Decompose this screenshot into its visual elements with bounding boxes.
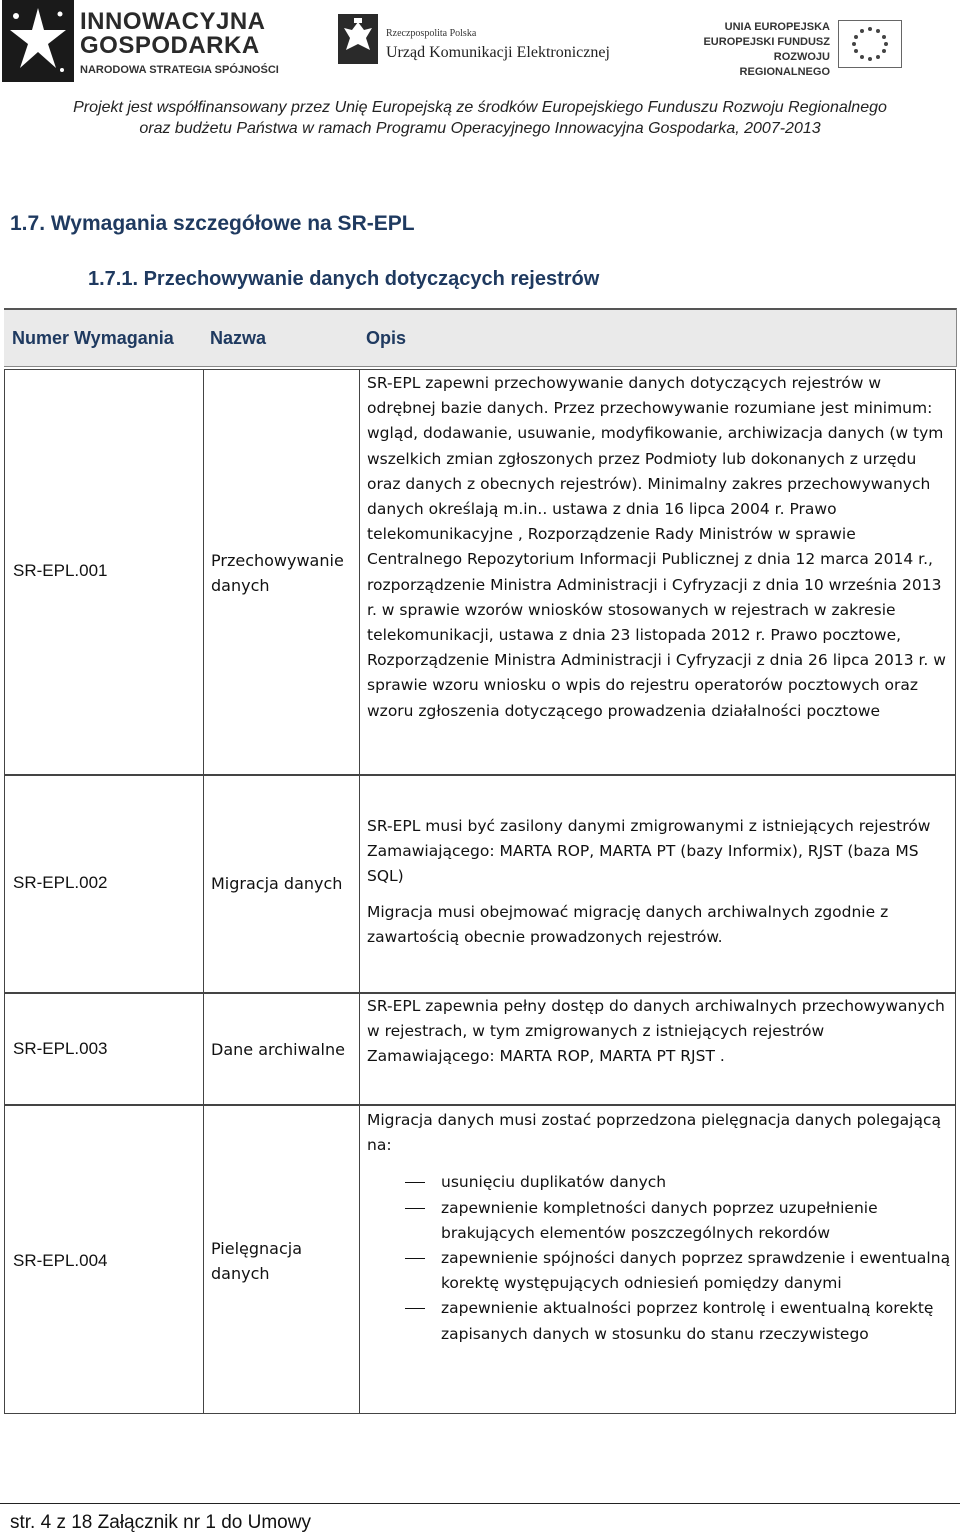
requirement-name: Przechowywanie danych bbox=[211, 551, 344, 595]
requirement-id: SR-EPL.004 bbox=[13, 1251, 108, 1270]
table-row bbox=[4, 775, 956, 993]
requirement-id: SR-EPL.001 bbox=[13, 561, 108, 580]
requirement-id: SR-EPL.002 bbox=[13, 873, 108, 892]
eu-flag-icon bbox=[838, 20, 902, 68]
list-item bbox=[367, 1196, 952, 1246]
description-paragraph: Migracja danych musi zostać poprzedzona pielęgnacja danych polegającą na: bbox=[367, 1111, 941, 1155]
list-item bbox=[367, 1296, 952, 1346]
requirement-id: SR-EPL.003 bbox=[13, 1039, 108, 1058]
logo-rp-line2: Urząd Komunikacji Elektronicznej bbox=[386, 44, 610, 61]
eu-logo bbox=[690, 20, 950, 80]
footer-divider bbox=[0, 1503, 960, 1504]
table-header bbox=[4, 308, 957, 367]
table-row bbox=[4, 993, 956, 1105]
column-header-number: Numer Wymagania bbox=[12, 328, 174, 348]
logo-eu-line2: EUROPEJSKI FUNDUSZ bbox=[703, 36, 830, 48]
logo-ig-line3: NARODOWA STRATEGIA SPÓJNOŚCI bbox=[80, 64, 279, 76]
polish-eagle-icon bbox=[338, 14, 378, 64]
description-paragraph: SR-EPL musi być zasilony danymi zmigrowanymi z istniejących rejestrów Zamawiającego: MARTA ROP, MARTA PT (bazy Informix), RJST (baza MS SQL) bbox=[367, 817, 931, 886]
table-row bbox=[4, 369, 956, 775]
ig-star-mark-icon bbox=[2, 0, 74, 82]
description-paragraph: Migracja musi obejmować migrację danych archiwalnych zgodnie z zawartością obecnie prowadzonych rejestrów. bbox=[367, 902, 889, 946]
funding-line2: oraz budżetu Państwa w ramach Programu Operacyjnego Innowacyjna Gospodarka, 2007-2013 bbox=[139, 120, 821, 137]
dash-bullet-icon bbox=[405, 1182, 425, 1183]
logo-ig-line1: INNOWACYJNA bbox=[80, 8, 266, 35]
funding-line1: Projekt jest współfinansowany przez Unię Europejską ze środków Europejskiego Funduszu Rozwoju Regionalnego bbox=[73, 99, 887, 116]
logo-ig-line2: GOSPODARKA bbox=[80, 32, 260, 59]
logo-rp-line1: Rzeczpospolita Polska bbox=[386, 28, 477, 39]
column-header-desc: Opis bbox=[366, 328, 407, 348]
list-item-text: usunięciu duplikatów danych bbox=[441, 1173, 667, 1192]
eu-text bbox=[690, 20, 830, 80]
page-footer: str. 4 z 18 Załącznik nr 1 do Umowy bbox=[10, 1512, 311, 1533]
list-item bbox=[367, 1246, 952, 1296]
uke-logo bbox=[338, 14, 628, 84]
dash-bullet-icon bbox=[405, 1258, 425, 1259]
bullet-list bbox=[367, 1170, 952, 1346]
list-item-text: zapewnienie aktualności poprzez kontrolę i ewentualną korektę zapisanych danych w stosunku do stanu rzeczywistego bbox=[441, 1299, 934, 1343]
innowacyjna-gospodarka-logo bbox=[0, 0, 290, 90]
requirement-description: SR-EPL zapewnia pełny dostęp do danych archiwalnych przechowywanych w rejestrach, w tym zmigrowanych z istniejących rejestrów Zamawiającego: MARTA ROP, MARTA PT RJST . bbox=[367, 997, 945, 1066]
column-header-name: Nazwa bbox=[210, 328, 267, 348]
requirement-description bbox=[367, 1108, 952, 1347]
table-row bbox=[4, 1105, 956, 1414]
list-item bbox=[367, 1170, 952, 1195]
page-header bbox=[0, 0, 960, 92]
requirement-name: Migracja danych bbox=[211, 874, 343, 893]
requirement-name: Pielęgnacja danych bbox=[211, 1239, 303, 1283]
requirement-description bbox=[367, 814, 952, 950]
logo-eu-line3: ROZWOJU REGIONALNEGO bbox=[739, 51, 830, 78]
dash-bullet-icon bbox=[405, 1308, 425, 1309]
requirement-name: Dane archiwalne bbox=[211, 1040, 345, 1059]
requirement-description: SR-EPL zapewni przechowywanie danych dotyczących rejestrów w odrębnej bazie danych. Przez przechowywanie rozumiane jest minimum: wgląd, dodawanie, usuwanie, modyfikowanie, archiwizacja danych (w tym wszelkich zmian zgłoszonych przez Podmioty lub dokonanych z urzędu oraz danych z obecnych rejestrów). Minimalny zakres przechowywanych danych określają m.in.. ustawa z dnia 16 lipca 2004 r. Prawo telekomunikacyjne , Rozporządzenie Rady Ministrów w sprawie Centralnego Repozytorium Informacji Publicznej z dnia 12 marca 2014 r., rozporządzenie Ministra Administracji i Cyfryzacji z dnia 10 września 2013 r. w sprawie wzorów wniosków stosowanych w rejestrach w zakresie telekomunikacji, ustawa z dnia 23 listopada 2012 r. Prawo pocztowe, Rozporządzenie Ministra Administracji i Cyfryzacji z dnia 26 lipca 2013 r. w sprawie wzoru wniosku o wpis do rejestru operatorów pocztowych oraz wzoru zgłoszenia dotyczącego prowadzenia działalności pocztowe bbox=[367, 374, 946, 720]
list-item-text: zapewnienie kompletności danych poprzez uzupełnienie brakujących elementów poszczególnych rekordów bbox=[441, 1198, 878, 1242]
list-item-text: zapewnienie spójności danych poprzez sprawdzenie i ewentualną korektę występujących odniesień pomiędzy danymi bbox=[441, 1249, 951, 1293]
section-heading: 1.7. Wymagania szczegółowe na SR-EPL bbox=[10, 212, 415, 235]
subsection-heading: 1.7.1. Przechowywanie danych dotyczących rejestrów bbox=[88, 268, 600, 290]
dash-bullet-icon bbox=[405, 1208, 425, 1209]
logo-eu-line1: UNIA EUROPEJSKA bbox=[724, 21, 830, 33]
